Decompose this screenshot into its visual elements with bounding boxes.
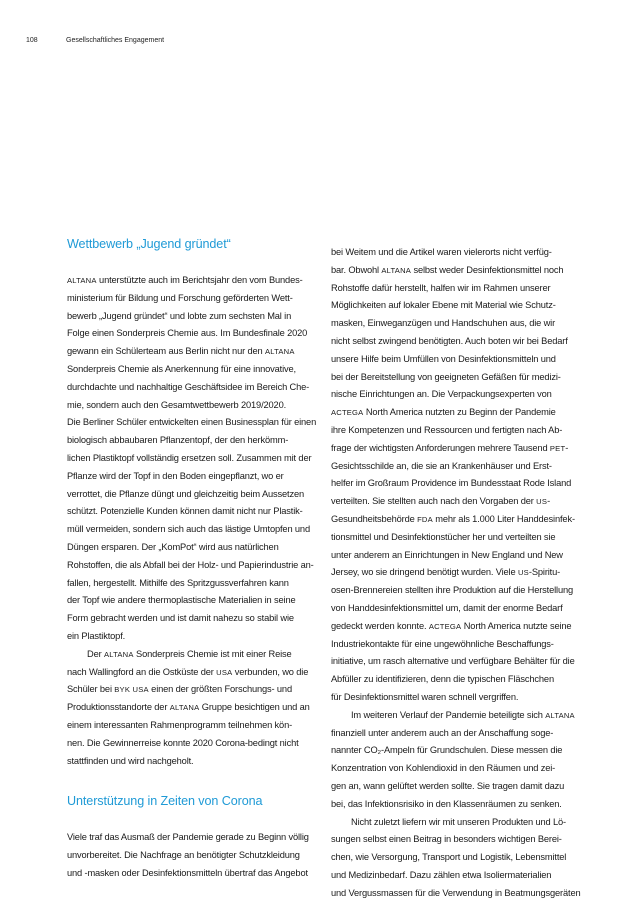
acronym: ACTEGA: [429, 622, 461, 631]
text-line: und -masken oder Desinfektionsmitteln übertraf das Angebot: [67, 865, 335, 883]
text-line: unvorbereitet. Die Nachfrage an benötigter Schutzkleidung: [67, 847, 335, 865]
acronym: ALTANA: [67, 276, 97, 285]
text-line: nannter CO₂-Ampeln für Grundschulen. Diese messen die: [331, 742, 599, 760]
text-line: nach Wallingford an die Ostküste der USA verbunden, wo die: [67, 664, 335, 682]
heading-wrapper: [67, 794, 335, 820]
text-line: Industriekontakte für eine ungewöhnliche Beschaffungs-: [331, 636, 599, 654]
text-line: Gesichtsschilde an, die sie an Krankenhäuser und Erst-: [331, 458, 599, 476]
text-line: initiative, um rasch alternative und verfügbare Behälter für die: [331, 653, 599, 671]
text-line: Viele traf das Ausmaß der Pandemie gerade zu Beginn völlig: [67, 829, 335, 847]
right-column: [331, 244, 599, 902]
text-line: Abfüller zu identifizieren, denn die typischen Fläschchen: [331, 671, 599, 689]
text-line: müll vermeiden, sondern sich auch das lästige Umtopfen und: [67, 521, 335, 539]
text-line: osen-Brennereien stellten ihre Produktion auf die Herstellung: [331, 582, 599, 600]
text-line: Gesundheitsbehörde FDA mehr als 1.000 Liter Handdesinfek-: [331, 511, 599, 529]
text-line: tionsmittel und Desinfektionstücher her und verteilten sie: [331, 529, 599, 547]
text-line: verteilten. Sie stellten auch nach den Vorgaben der US-: [331, 493, 599, 511]
text-line: finanziell unter anderem auch an der Anschaffung soge-: [331, 725, 599, 743]
text-line: nicht selbst zwingend benötigten. Auch boten wir bei Bedarf: [331, 333, 599, 351]
text-line: frage der wichtigsten Anforderungen mehrere Tausend PET-: [331, 440, 599, 458]
text-line: Sonderpreis Chemie als Anerkennung für eine innovative,: [67, 361, 335, 379]
acronym: US: [536, 497, 547, 506]
text-line: bar. Obwohl ALTANA selbst weder Desinfektionsmittel noch: [331, 262, 599, 280]
paragraph: [67, 272, 335, 646]
left-column: [67, 237, 335, 883]
acronym: ALTANA: [381, 266, 411, 275]
paragraph: [67, 646, 335, 771]
text-line: bei der Bereitstellung von geeigneten Gefäßen für medizi-: [331, 369, 599, 387]
acronym: ALTANA: [265, 347, 295, 356]
text-line: gen an, wann gelüftet werden sollte. Sie tragen damit dazu: [331, 778, 599, 796]
text-line: und Medizinbedarf. Dazu zählen etwa Isoliermaterialien: [331, 867, 599, 885]
text-line: Rohstoffe dafür herstellt, halfen wir im Rahmen unserer: [331, 280, 599, 298]
text-line: ihre Kompetenzen und Ressourcen und fertigten nach Ab-: [331, 422, 599, 440]
section-heading-jugend-gruendet: Wettbewerb „Jugend gründet“: [67, 237, 335, 251]
text-line: verrottet, die Pflanze düngt und gleichzeitig beim Aussetzen: [67, 486, 335, 504]
text-line: ACTEGA North America nutzten zu Beginn der Pandemie: [331, 404, 599, 422]
text-line: ALTANA unterstützte auch im Berichtsjahr den vom Bundes-: [67, 272, 335, 290]
text-line: Folge einen Sonderpreis Chemie aus. Im Bundesfinale 2020: [67, 325, 335, 343]
acronym: FDA: [417, 515, 433, 524]
text-line: bewerb „Jugend gründet“ und lobte zum sechsten Mal in: [67, 308, 335, 326]
acronym: ALTANA: [170, 703, 200, 712]
paragraph: [331, 244, 599, 707]
page-number: 108: [26, 37, 38, 44]
text-line: helfer im Großraum Providence im Bundesstaat Rode Island: [331, 475, 599, 493]
heading-wrapper: [67, 237, 335, 263]
text-line: chen, wie Versorgung, Transport und Logistik, Lebensmittel: [331, 849, 599, 867]
text-line: Der ALTANA Sonderpreis Chemie ist mit einer Reise: [67, 646, 335, 664]
text-line: für Desinfektionsmittel waren schnell vergriffen.: [331, 689, 599, 707]
text-line: unter anderem an Einrichtungen in New England und New: [331, 547, 599, 565]
acronym: ALTANA: [104, 650, 134, 659]
text-line: gewann ein Schülerteam aus Berlin nicht nur den ALTANA: [67, 343, 335, 361]
acronym: USA: [216, 668, 232, 677]
text-line: Pflanze wird der Topf in den Boden eingepflanzt, wo er: [67, 468, 335, 486]
section-title: Gesellschaftliches Engagement: [66, 37, 164, 44]
text-line: masken, Einweganzügen und Handschuhen aus, die wir: [331, 315, 599, 333]
text-line: ministerium für Bildung und Forschung geförderten Wett-: [67, 290, 335, 308]
acronym: PET: [550, 444, 565, 453]
acronym: ALTANA: [545, 711, 575, 720]
text-line: Möglichkeiten auf lokaler Ebene mit Material wie Schutz-: [331, 297, 599, 315]
text-line: der Topf wie andere thermoplastische Materialien in seine: [67, 592, 335, 610]
text-line: unsere Hilfe beim Umfüllen von Desinfektionsmitteln und: [331, 351, 599, 369]
text-line: Düngen ersparen. Der „KomPot“ wird aus natürlichen: [67, 539, 335, 557]
text-line: schützt. Potenzielle Kunden können damit nicht nur Plastik-: [67, 503, 335, 521]
text-line: fallen, hergestellt. Mithilfe des Spritzgussverfahren kann: [67, 575, 335, 593]
paragraph: [67, 829, 335, 882]
text-line: Jersey, wo sie dringend benötigt wurden. Viele US-Spiritu-: [331, 564, 599, 582]
acronym: ACTEGA: [331, 408, 363, 417]
text-line: Schüler bei BYK USA einen der größten Forschungs- und: [67, 681, 335, 699]
paragraph: [331, 814, 599, 902]
acronym: US: [518, 568, 529, 577]
text-line: Rohstoffen, die als Abfall bei der Holz- und Papierindustrie an-: [67, 557, 335, 575]
text-line: mie, sondern auch den Gesamtwettbewerb 2019/2020.: [67, 397, 335, 415]
text-line: Produktionsstandorte der ALTANA Gruppe besichtigen und an: [67, 699, 335, 717]
section-heading-corona: Unterstützung in Zeiten von Corona: [67, 794, 335, 808]
text-line: Die Berliner Schüler entwickelten einen Businessplan für einen: [67, 414, 335, 432]
text-line: Form gebracht werden und ist damit nahezu so stabil wie: [67, 610, 335, 628]
text-line: bei Weitem und die Artikel waren vielerorts nicht verfüg-: [331, 244, 599, 262]
text-line: ein Plastiktopf.: [67, 628, 335, 646]
text-line: einem interessanten Rahmenprogramm teilnehmen kön-: [67, 717, 335, 735]
text-line: gedeckt werden konnte. ACTEGA North America nutzte seine: [331, 618, 599, 636]
text-line: nen. Die Gewinnerreise konnte 2020 Corona-bedingt nicht: [67, 735, 335, 753]
text-line: durchdachte und nachhaltige Geschäftsidee im Bereich Che-: [67, 379, 335, 397]
text-line: lichen Plastiktopf vollständig ersetzen soll. Zusammen mit der: [67, 450, 335, 468]
text-line: sungen selbst einen Beitrag in besonders wichtigen Berei-: [331, 831, 599, 849]
text-line: und Vergussmassen für die Verwendung in Beatmungsgeräten: [331, 885, 599, 902]
text-line: Nicht zuletzt liefern wir mit unseren Produkten und Lö-: [331, 814, 599, 832]
text-line: bei, das Infektionsrisiko in den Klassenräumen zu senken.: [331, 796, 599, 814]
paragraph: [331, 707, 599, 814]
text-line: Im weiteren Verlauf der Pandemie beteiligte sich ALTANA: [331, 707, 599, 725]
text-line: Konzentration von Kohlendioxid in den Räumen und zei-: [331, 760, 599, 778]
text-line: biologisch abbaubaren Pflanzentopf, der den herkömm-: [67, 432, 335, 450]
acronym: BYK: [114, 685, 130, 694]
text-line: nische Einrichtungen an. Die Verpackungsexperten von: [331, 386, 599, 404]
text-line: stattfinden und wird nachgeholt.: [67, 753, 335, 771]
text-line: von Handdesinfektionsmittel um, damit der enorme Bedarf: [331, 600, 599, 618]
acronym: USA: [133, 685, 149, 694]
